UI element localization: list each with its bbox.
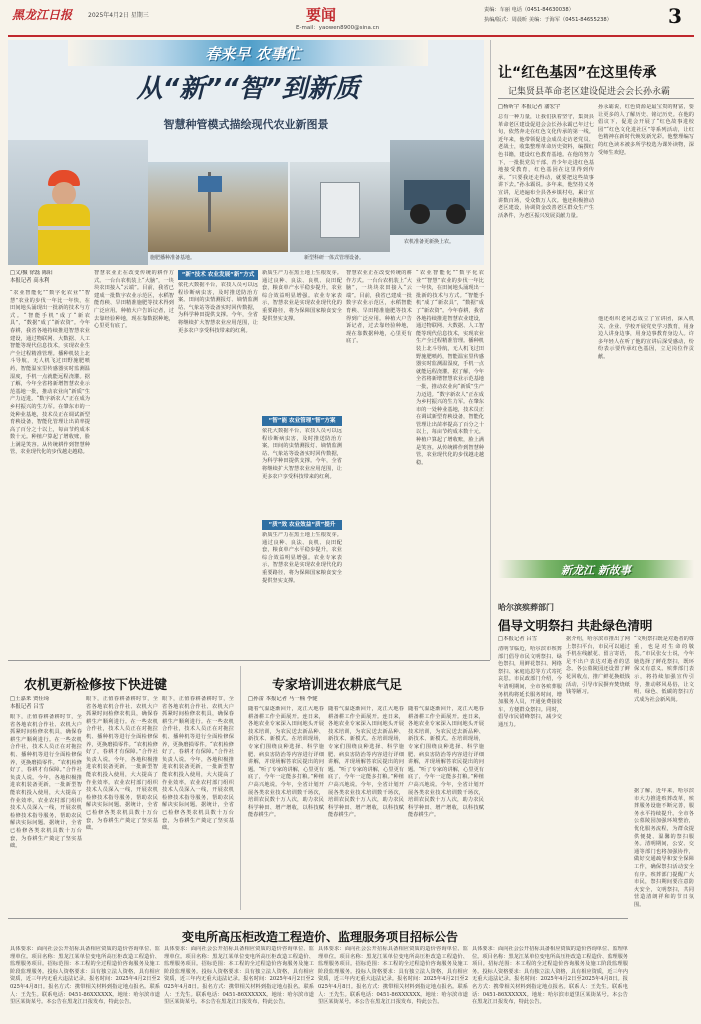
new-story-kicker: 哈尔滨殡葬部门: [498, 603, 554, 612]
right-top-subheadline: 记集贤县革命老区建设促进会会长孙永霸: [508, 87, 671, 97]
ag-check-headline: 农机更新检修按下快进键: [24, 678, 168, 693]
banner-strip-text: 春来早 农事忙: [205, 45, 301, 63]
section-title: 要闻: [306, 6, 337, 24]
photo-machinery: [390, 140, 484, 235]
divider-lower: [240, 666, 241, 910]
ag-check-body-col2: 眼下，正值春耕备耕时节，全省各地农机合作社、农机大户抓紧时间检修农机具，确保春耕生产顺利进行。在一些农机合作社，技术人员正在对拖拉机、播种机等进行全面检修保养，更换磨损零件。“农机检修好了，春耕才有保障。”合作社负责人说。今年，各地积极推进农机装备更新，一批新型智能农机投入使用，大大提高了作业效率。农业农村部门组织技术人员深入一线，开展农机检修技术指导服务，帮助农民解决实际问题。据统计，全省已检修各类农机具数十万台套，为春耕生产奠定了坚实基础。: [86, 696, 158, 832]
editor-line-1: 责编：车丽 电话（0451-84630038）: [484, 7, 574, 13]
farmer-stripe-icon: [38, 226, 90, 230]
lower-section-rule: [8, 660, 490, 661]
expert-train-body-col2: 随着气温逐渐回升，龙江大地春耕备耕工作全面展开。连日来，各地农业专家深入田间地头开展技术培训，为农民送去新品种、新技术、新模式。在培训现场，专家们围绕良种选择、科学施肥、病虫害防治等内容进行详细讲解，并现场解答农民提出的问题。“听了专家的讲解，心里更有底了，今年一定能多打粮。”种植户高兴地说。今年，全省计划开展各类农业技术培训数千场次，培训农民数十万人次，助力农民科学种田、增产增收，以科技赋能春耕生产。: [328, 706, 404, 819]
right-top-rule: [498, 98, 694, 99]
new-story-strip-text: 新龙江 新故事: [561, 564, 631, 577]
ag-check-body-col1: 眼下，正值春耕备耕时节，全省各地农机合作社、农机大户抓紧时间检修农机具，确保春耕生产顺利进行。在一些农机合作社，技术人员正在对拖拉机、播种机等进行全面检修保养，更换磨损零件。“农机检修好了，春耕才有保障。”合作社负责人说。今年，各地积极推进农机装备更新，一批新型智能农机投入使用，大大提高了作业效率。农业农村部门组织技术人员深入一线，开展农机检修技术指导服务，帮助农民解决实际问题。据统计，全省已检修各类农机具数十万台套，为春耕生产奠定了坚实基础。: [10, 714, 82, 850]
photo-field: [148, 162, 288, 252]
lead-body-col4: 新质生产力在黑土地上生根发芽。通过良种、良法、良机、良田配套，粮食单产水平稳步提升，农业综合效益明显增强。农业专家表示，智慧农业是实现农业现代化的重要路径，将为保障国家粮食安全提供坚实支撑。: [262, 270, 342, 322]
new-story-body-col2: 据介绍，哈尔滨市推出了网上祭扫平台，市民可以通过手机在线献花、留言寄语，足不出户表达对逝者的思念。各公墓陵园还设置了鲜花回收点，推广鲜花换纸钱活动，引导市民摒弃焚烧纸钱等陋习。: [566, 636, 630, 696]
right-top-body-col1: 总有一种力量，让我们执着坚守，集贤县革命老区建设促进会会长孙永霸已年过七旬，依然奔走在红色文化传承的第一线。近年来，他带领促进会成员走访老党员、老战士，收集整理革命历史资料，编撰红色书籍，建设红色教育基地。在他的努力下，一批批党员干部、青少年走进红色基地接受教育，红色基因在这里得到传承。“只要我还走得动，就要把这些故事讲下去。”孙永霸说。多年来，他坚持义务宣讲，足迹遍布全县各乡镇村屯，累计宣讲数百场，受众数万人次。他还积极推动老区建设，协调资金改善老区群众生产生活条件，为老区振兴发展贡献力量。: [498, 114, 594, 219]
notice-body-col1: 具体要求：面向社会公开招标具备相应资质的造价咨询单位、监理单位。项目名称：黑龙江某单位变电所高压柜改造工程造价、监理服务项目。招标范围：本工程的全过程造价咨询服务及施工阶段监理服务。投标人资格要求：具有独立法人资格，具有相应资质，近三年内无重大违法记录。报名时间：2025年4月2日至2025年4月8日。报名方式：携带相关材料到指定地点报名。联系人：王先生。联系电话：0451-86XXXXXX。地址：哈尔滨市道里区某街某号。本公告在黑龙江日报发布，特此公告。: [10, 946, 160, 1006]
ag-check-byline: □王嘉来 贾佳琦 本报记者 吕雪: [10, 696, 50, 710]
caption-right: 农机准备更新换上农。: [404, 239, 455, 245]
lead-body-col5: 智慧农业正在改变传统的耕作方式。一台台农机装上“大脑”，一块块农田接入“云端”。目前，我省已建成一批数字农业示范区，水稻智能育秧、旱田精准施肥等技术得到广泛应用。种植大户告诉记者，过去靠经验种地，现在靠数据种地，心里更有底了。: [346, 270, 412, 345]
lead-body: “农业智能化”“数字化农业”“智慧”农业的步伐一年比一年快，在田间地头涌现出一批新的技术与方式。“智能手机”成了“新农具”，“数据”成了“新农资”。今年春耕，我省各地持续推进智慧农业建设，通过物联网、大数据、人工智能等现代信息技术，实现农业生产全过程精准管理。播种机装上北斗导航，无人机飞过田野施肥喷药，智能温室里传感器实时监测温湿度，手机一点就能远程浇灌。据了解，今年全省将新增智慧农业示范基地一批，推动农业向“新质”生产力迈进。“数字新农人”正在成为乡村振兴的生力军。在肇东市的一处种业基地，技术员正在调试新型育秧设备，智能化管理让出苗率提高了百分之十以上，每亩节约成本数十元。种植户算起了增收账，脸上满是笑容。从传统耕作到智慧种管，农业现代化的步伐越走越稳。: [10, 290, 90, 456]
divider-main-right: [490, 40, 491, 660]
equipment-cabinet-icon: [320, 182, 360, 238]
farmer-face-icon: [52, 182, 76, 206]
expert-train-body-col3: 随着气温逐渐回升，龙江大地春耕备耕工作全面展开。连日来，各地农业专家深入田间地头开展技术培训，为农民送去新品种、新技术、新模式。在培训现场，专家们围绕良种选择、科学施肥、病虫害防治等内容进行详细讲解，并现场解答农民提出的问题。“听了专家的讲解，心里更有底了，今年一定能多打粮。”种植户高兴地说。今年，全省计划开展各类农业技术培训数千场次，培训农民数十万人次，助力农民科学种田、增产增收，以科技赋能春耕生产。: [408, 706, 484, 819]
lead-body-col2: 智慧农业正在改变传统的耕作方式。一台台农机装上“大脑”，一块块农田接入“云端”。目前，我省已建成一批数字农业示范区，水稻智能育秧、旱田精准施肥等技术得到广泛应用。种植大户告诉记者，过去靠经验种地，现在靠数据种地，心里更有底了。: [94, 270, 174, 330]
editor-line-2: 执编/版式：周晨昕 美编：于海军（0451-84655238）: [484, 17, 612, 23]
lead-body-col4c: 新质生产力在黑土地上生根发芽。通过良种、良法、良机、良田配套，粮食单产水平稳步提升，农业综合效益明显增强。农业专家表示，智慧农业是实现农业现代化的重要路径，将为保障国家粮食安全提供坚实支撑。: [262, 532, 342, 584]
notice-headline: 变电所高压柜改造工程造价、监理服务项目招标公告: [181, 930, 458, 944]
new-story-byline: □本报记者 吕雪: [498, 636, 538, 642]
new-story-body-col3: “文明祭扫既是对逝者的尊重，也是对生命的敬畏。”市民张女士说，今年她选择了鲜花祭扫，既环保又有意义。殡葬部门表示，将持续加强宣传引导，推动移风易俗，让文明、绿色、低碳的祭扫方式成为社会新风尚。: [634, 636, 694, 703]
lead-body-col3: 依托大数据平台，农技人员可以远程诊断病虫害，及时推送防治方案。田间的虫情测报灯、墒情监测站、气象站等设备实时回传数据，为科学种田提供支撑。今年，全省将继续扩大智慧农业应用范围，让更多农户享受科技带来的红利。: [178, 282, 258, 334]
expert-train-byline: □孙蕾 本报记者 马一楠 李健: [248, 696, 318, 702]
notice-body-col3: 具体要求：面向社会公开招标具备相应资质的造价咨询单位、监理单位。项目名称：黑龙江某单位变电所高压柜改造工程造价、监理服务项目。招标范围：本工程的全过程造价咨询服务及施工阶段监理服务。投标人资格要求：具有独立法人资格，具有相应资质，近三年内无重大违法记录。报名时间：2025年4月2日至2025年4月8日。报名方式：携带相关材料到指定地点报名。联系人：王先生。联系电话：0451-86XXXXXX。地址：哈尔滨市道里区某街某号。本公告在黑龙江日报发布，特此公告。: [318, 946, 468, 1006]
new-story-body-col1: 清明节临近，哈尔滨市殡葬部门倡导市民文明祭扫、绿色祭扫，用鲜花祭扫、网络祭扫、家庭追思等方式寄托哀思。市民政部门介绍，今年清明期间，全市各殡葬服务机构将延长服务时间，增加服务人员，开通免费接驳车，方便群众祭扫。同时，倡导市民错峰祭扫，减少交通压力。: [498, 646, 562, 728]
lead-body-col6: “农业智能化”“数字化农业”“智慧”农业的步伐一年比一年快，在田间地头涌现出一批新的技术与方式。“智能手机”成了“新农具”，“数据”成了“新农资”。今年春耕，我省各地持续推进智慧农业建设，通过物联网、大数据、人工智能等现代信息技术，实现农业生产全过程精准管理。播种机装上北斗导航，无人机飞过田野施肥喷药，智能温室里传感器实时监测温湿度，手机一点就能远程浇灌。据了解，今年全省将新增智慧农业示范基地一批，推动农业向“新质”生产力迈进。“数字新农人”正在成为乡村振兴的生力军。在肇东市的一处种业基地，技术员正在调试新型育秧设备，智能化管理让出苗率提高了百分之十以上，每亩节约成本数十元。种植户算起了增收账，脸上满是笑容。从传统耕作到智慧种管，农业现代化的步伐越走越稳。: [416, 270, 484, 466]
lead-subhead-1: “新”技术 农业发展“新”方式: [178, 270, 258, 280]
masthead: [0, 0, 701, 40]
machine-wheel2-icon: [446, 204, 466, 224]
newspaper-logo: 黑龙江日报: [12, 8, 73, 22]
machine-wheel-icon: [410, 204, 430, 224]
issue-date: 2025年4月2日 星期三: [88, 12, 149, 19]
right-top-headline: 让“红色基因”在这里传承: [498, 65, 657, 81]
lead-byline: □文/摄 徐磊 陈阳 本报记者 高永利: [10, 270, 53, 284]
right-top-byline: □杨昕宇 本报记者 潘宏宇: [498, 104, 561, 110]
right-bottom-col: 据了解，近年来，哈尔滨市大力推进殡葬改革，殡葬服务设施不断完善，服务水平持续提升。全市各公墓陵园加强环境整治，优化服务流程，为群众提供便捷、温馨的祭扫服务。清明期间，公安、交通等部门也将加强协作，做好交通疏导和安全保障工作，确保祭扫活动安全有序。殡葬部门提醒广大市民，祭扫期间要注意防火安全，文明祭扫，共同营造清朗祥和的节日氛围。: [634, 788, 694, 908]
notice-body-col4: 具体要求：面向社会公开招标具备相应资质的造价咨询单位、监理单位。项目名称：黑龙江某单位变电所高压柜改造工程造价、监理服务项目。招标范围：本工程的全过程造价咨询服务及施工阶段监理服务。投标人资格要求：具有独立法人资格，具有相应资质，近三年内无重大违法记录。报名时间：2025年4月2日至2025年4月8日。报名方式：携带相关材料到指定地点报名。联系人：王先生。联系电话：0451-86XXXXXX。地址：哈尔滨市道里区某街某号。本公告在黑龙江日报发布，特此公告。: [472, 946, 628, 1006]
new-story-headline: 倡导文明祭扫 共赴绿色清明: [498, 618, 653, 633]
right-top-body-col2: 孙永霸说，红色资源是最宝贵的财富，要让更多的人了解历史、铭记历史。在他的倡议下，促进会开展了“红色故事进校园”“红色文化进社区”等系列活动，让红色精神在新时代焕发新光彩。他整理编写的红色读本被多所学校选为课外读物，深受师生欢迎。: [598, 104, 694, 156]
caption-mid: 新型科研一体式管理设备。: [304, 255, 365, 261]
photo-equipment: [290, 162, 390, 252]
notice-body-col2: 具体要求：面向社会公开招标具备相应资质的造价咨询单位、监理单位。项目名称：黑龙江某单位变电所高压柜改造工程造价、监理服务项目。招标范围：本工程的全过程造价咨询服务及施工阶段监理服务。投标人资格要求：具有独立法人资格，具有相应资质，近三年内无重大违法记录。报名时间：2025年4月2日至2025年4月8日。报名方式：携带相关材料到指定地点报名。联系人：王先生。联系电话：0451-86XXXXXX。地址：哈尔滨市道里区某街某号。本公告在黑龙江日报发布，特此公告。: [164, 946, 314, 1006]
ag-check-body-col3: 眼下，正值春耕备耕时节，全省各地农机合作社、农机大户抓紧时间检修农机具，确保春耕生产顺利进行。在一些农机合作社，技术人员正在对拖拉机、播种机等进行全面检修保养，更换磨损零件。“农机检修好了，春耕才有保障。”合作社负责人说。今年，各地积极推进农机装备更新，一批新型智能农机投入使用，大大提高了作业效率。农业农村部门组织技术人员深入一线，开展农机检修技术指导服务，帮助农民解决实际问题。据统计，全省已检修各类农机具数十万台套，为春耕生产奠定了坚实基础。: [162, 696, 234, 832]
caption-left: 施肥播种准备基地。: [150, 255, 196, 261]
section-email: E-mail：yaowen8900@sina.cn: [296, 25, 380, 31]
masthead-rule: [8, 35, 694, 37]
banner-subheadline: 智慧种管模式描绘现代农业新图景: [163, 118, 329, 131]
lead-subhead-3: “质”效 农业效益“质”提升: [262, 520, 342, 530]
device-box-icon: [198, 176, 222, 192]
page-number: 3: [668, 4, 682, 28]
farmer-vest-icon: [38, 204, 90, 265]
lead-body-col4b: 依托大数据平台，农技人员可以远程诊断病虫害，及时推送防治方案。田间的虫情测报灯、墒情监测站、气象站等设备实时回传数据，为科学种田提供支撑。今年，全省将继续扩大智慧农业应用范围，让更多农户享受科技带来的红利。: [262, 428, 342, 480]
notice-top-rule: [8, 918, 628, 919]
photo-farmer: [8, 140, 148, 265]
expert-train-headline: 专家培训进农耕底气足: [272, 678, 403, 693]
right-top-body-col2b: 他还组织老同志成立了宣讲团，深入机关、企业、学校开展党史学习教育，用身边人讲身边事，用身边事教育身边人。许多年轻人在听了他的宣讲后深受感动，纷纷表示要传承红色基因，立足岗位作贡献。: [598, 316, 694, 360]
banner-headline: 从“新”“智”到新质: [136, 74, 360, 104]
expert-train-body-col1: 随着气温逐渐回升，龙江大地春耕备耕工作全面展开。连日来，各地农业专家深入田间地头开展技术培训，为农民送去新品种、新技术、新模式。在培训现场，专家们围绕良种选择、科学施肥、病虫害防治等内容进行详细讲解，并现场解答农民提出的问题。“听了专家的讲解，心里更有底了，今年一定能多打粮。”种植户高兴地说。今年，全省计划开展各类农业技术培训数千场次，培训农民数十万人次，助力农民科学种田、增产增收，以科技赋能春耕生产。: [248, 706, 324, 819]
lead-subhead-2: “智”能 农业管理“智”方案: [262, 416, 342, 426]
banner-area: [8, 40, 484, 265]
